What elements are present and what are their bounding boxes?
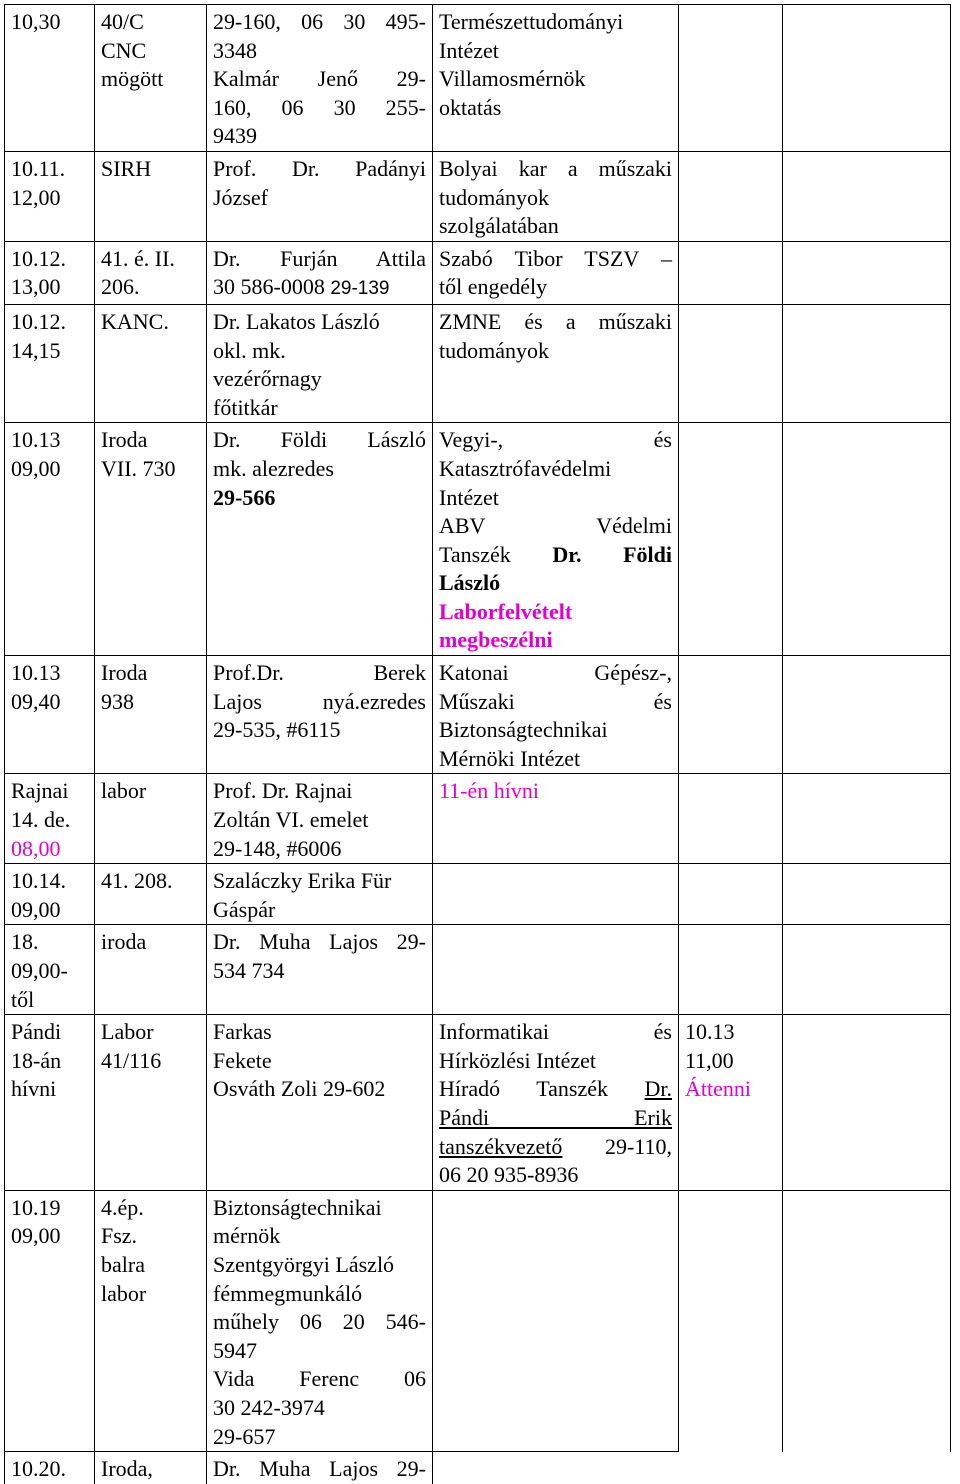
contact-cell: Dr. Földi László mk. alezredes 29-566 bbox=[207, 423, 433, 656]
extra-cell bbox=[679, 864, 783, 925]
place-cell: 40/C CNC mögött bbox=[95, 5, 207, 152]
place-cell: 41. 208. bbox=[95, 864, 207, 925]
table-row bbox=[5, 925, 951, 1015]
place-cell: labor bbox=[95, 774, 207, 864]
table-row bbox=[5, 423, 951, 656]
contact-cell: 29-160, 06 30 495- 3348 Kalmár Jenő 29- 160, 06 30 255- 9439 bbox=[207, 5, 433, 152]
date-cell: Pándi 18-án hívni bbox=[5, 1015, 95, 1191]
date-cell: Rajnai 14. de. 08,00 bbox=[5, 774, 95, 864]
unit-cell bbox=[433, 1452, 679, 1484]
extra-cell bbox=[679, 1190, 783, 1451]
table-row bbox=[5, 864, 951, 925]
unit-cell bbox=[433, 774, 679, 864]
table-row bbox=[5, 1190, 951, 1451]
date-cell: 10.12. 13,00 bbox=[5, 241, 95, 304]
date-highlight: 08,00 bbox=[11, 835, 61, 861]
contact-cell: Prof.Dr. Berek Lajos nyá.ezredes 29-535, #6115 bbox=[207, 656, 433, 774]
note-highlight: Laborfelvételt bbox=[439, 598, 573, 624]
contact-cell: Szaláczky Erika Für Gáspár bbox=[207, 864, 433, 925]
place-cell: iroda bbox=[95, 925, 207, 1015]
contact-extension: 29-139 bbox=[330, 278, 390, 300]
contact-cell: Dr. Furján Attila 30 586-0008 29-139 bbox=[207, 241, 433, 304]
extra-cell bbox=[679, 774, 783, 864]
contact-cell: Dr. Muha Lajos 29- 534 734 bbox=[207, 925, 433, 1015]
extra-cell: 10.13 11,00 Áttenni bbox=[679, 1015, 783, 1191]
date-cell: 10.13 09,00 bbox=[5, 423, 95, 656]
date-cell: 10.20. bbox=[5, 1452, 95, 1484]
extra-cell bbox=[679, 656, 783, 774]
place-cell: 4.ép. Fsz. balra labor bbox=[95, 1190, 207, 1451]
unit-cell bbox=[433, 1190, 679, 1451]
contact-phone: 30 586-0008 bbox=[213, 274, 325, 300]
unit-cell: Természettudományi Intézet Villamosmérnök oktatás bbox=[433, 5, 679, 152]
extra-cell bbox=[679, 151, 783, 241]
contact-cell: Dr. Lakatos László okl. mk. vezérőrnagy főtitkár bbox=[207, 304, 433, 422]
unit-cell: ZMNE és a műszaki tudományok bbox=[433, 304, 679, 422]
note-highlight: megbeszélni bbox=[439, 627, 553, 653]
date-cell: 10.14. 09,00 bbox=[5, 864, 95, 925]
contact-cell: Farkas Fekete Osváth Zoli 29-602 bbox=[207, 1015, 433, 1191]
table-row bbox=[5, 1015, 951, 1191]
note-highlight: 11-én hívni bbox=[439, 778, 539, 804]
note-cell bbox=[783, 1452, 951, 1484]
extra-cell bbox=[679, 241, 783, 304]
table-row bbox=[5, 151, 951, 241]
extra-cell bbox=[679, 423, 783, 656]
note-cell bbox=[783, 864, 951, 925]
extra-cell bbox=[679, 1452, 783, 1484]
table-row bbox=[5, 241, 951, 304]
place-cell: Iroda VII. 730 bbox=[95, 423, 207, 656]
extra-cell bbox=[679, 304, 783, 422]
note-cell bbox=[783, 304, 951, 422]
place-cell: Iroda, bbox=[95, 1452, 207, 1484]
table-row bbox=[5, 5, 951, 152]
unit-cell: Vegyi-, és Katasztrófavédelmi Intézet ABV Védelmi Tanszék Dr. Földi László Laborfelvételt megbeszélni bbox=[433, 423, 679, 656]
table-row bbox=[5, 656, 951, 774]
note-cell bbox=[783, 151, 951, 241]
note-cell bbox=[783, 1190, 951, 1451]
extra-cell bbox=[679, 5, 783, 152]
contact-cell: Dr. Muha Lajos 29- bbox=[207, 1452, 433, 1484]
note-cell bbox=[783, 241, 951, 304]
contact-cell: Biztonságtechnikai mérnök Szentgyörgyi László fémmegmunkáló műhely 06 20 546- 5947 Vida Ferenc 06 30 242-3974 29-657 bbox=[207, 1190, 433, 1451]
table-row bbox=[5, 1452, 951, 1484]
contact-cell: Prof. Dr. Padányi József bbox=[207, 151, 433, 241]
place-cell: KANC. bbox=[95, 304, 207, 422]
note-highlight: Áttenni bbox=[685, 1076, 751, 1102]
unit-cell: Katonai Gépész-, Műszaki és Biztonságtechnikai Mérnöki Intézet bbox=[433, 656, 679, 774]
date-cell: 10.12. 14,15 bbox=[5, 304, 95, 422]
note-cell bbox=[783, 925, 951, 1015]
place-cell: SIRH bbox=[95, 151, 207, 241]
date-cell: 10,30 bbox=[5, 5, 95, 152]
unit-cell bbox=[433, 925, 679, 1015]
date-cell: 10.19 09,00 bbox=[5, 1190, 95, 1451]
note-cell bbox=[783, 774, 951, 864]
place-cell: Labor 41/116 bbox=[95, 1015, 207, 1191]
table-row bbox=[5, 774, 951, 864]
place-cell: 41. é. II. 206. bbox=[95, 241, 207, 304]
place-cell: Iroda 938 bbox=[95, 656, 207, 774]
schedule-table bbox=[4, 4, 951, 1484]
unit-cell: Bolyai kar a műszaki tudományok szolgálatában bbox=[433, 151, 679, 241]
contact-phone: 29-566 bbox=[213, 484, 276, 510]
date-cell: 18. 09,00- től bbox=[5, 925, 95, 1015]
unit-cell: Szabó Tibor TSZV – től engedély bbox=[433, 241, 679, 304]
date-cell: 10.11. 12,00 bbox=[5, 151, 95, 241]
contact-cell: Prof. Dr. Rajnai Zoltán VI. emelet 29-148, #6006 bbox=[207, 774, 433, 864]
table-row bbox=[5, 304, 951, 422]
unit-cell: Informatikai és Hírközlési Intézet Híradó Tanszék Dr. Pándi Erik tanszékvezető 29-110, 06 20 935-8936 bbox=[433, 1015, 679, 1191]
note-cell bbox=[783, 5, 951, 152]
note-cell bbox=[783, 423, 951, 656]
unit-cell bbox=[433, 864, 679, 925]
note-cell bbox=[783, 1015, 951, 1191]
note-cell bbox=[783, 656, 951, 774]
extra-cell bbox=[679, 925, 783, 1015]
date-cell: 10.13 09,40 bbox=[5, 656, 95, 774]
